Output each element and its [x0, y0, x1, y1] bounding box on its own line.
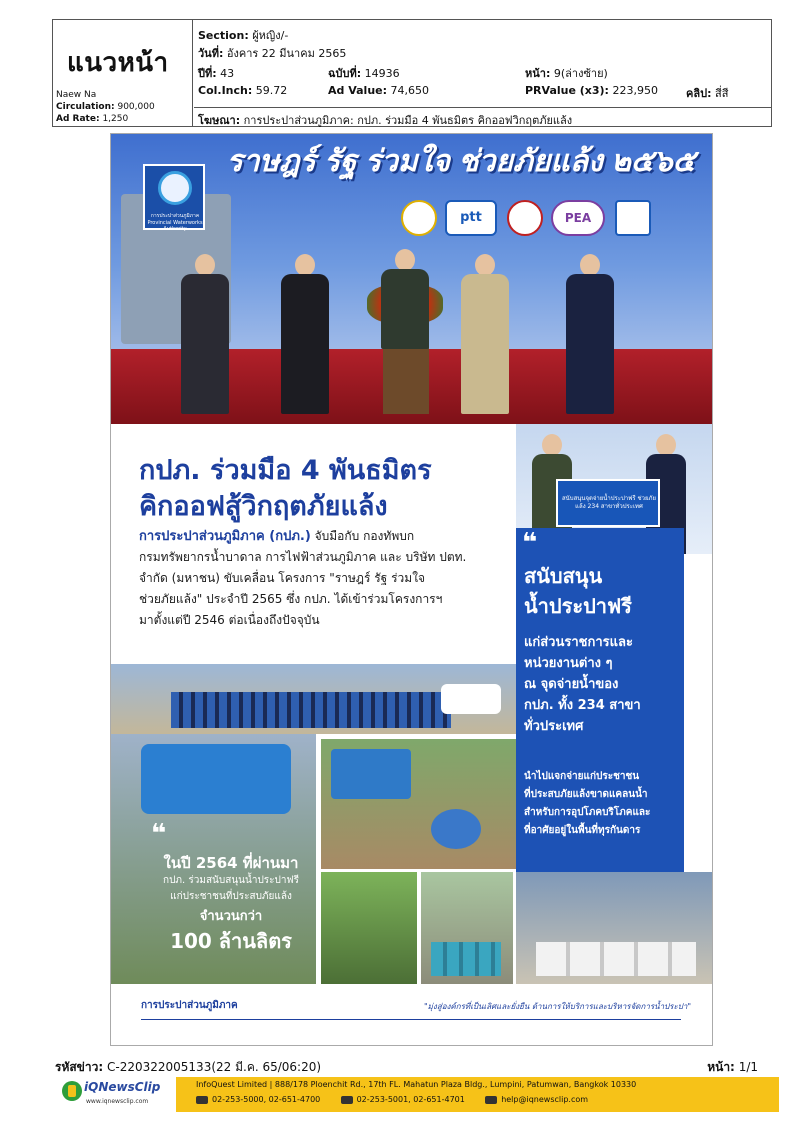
stat-line-2: กปภ. ร่วมสนับสนุนน้ำประปาฟรี	[163, 875, 299, 886]
brand-name: iQNewsClip	[84, 1080, 161, 1094]
brand-url[interactable]: www.iqnewsclip.com	[86, 1098, 149, 1105]
stat-line-1: ในปี 2564 ที่ผ่านมา	[163, 854, 299, 872]
col-inch-field: Col.Inch: 59.72	[198, 84, 288, 97]
official-figure-speaker	[381, 249, 429, 409]
official-figure	[461, 254, 509, 414]
ad-footer-rule	[141, 1019, 681, 1020]
advertisement-clipping	[110, 133, 713, 1046]
filling-water-photo	[321, 872, 417, 984]
phone-icon	[196, 1096, 208, 1104]
contact-bar	[176, 1077, 779, 1112]
publication-name-en: Naew Na	[56, 90, 97, 100]
company-address: InfoQuest Limited | 888/178 Ploenchit Rd., 17th FL. Mahatun Plaza Bldg., Lumpini, Patumwan, Bangkok 10330	[196, 1080, 637, 1089]
stat-line-5: 100 ล้านลิตร	[170, 929, 292, 953]
pea-logo-icon: PEA	[551, 200, 605, 236]
ad-value-field: Ad Value: 74,650	[328, 84, 430, 97]
banner-title: ราษฎร์ รัฐ ร่วมใจ ช่วยภัยแล้ง ๒๕๖๕	[226, 145, 696, 178]
support-heading-2: น้ำประปาฟรี	[524, 594, 632, 618]
iqnewsclip-logo-icon	[62, 1081, 82, 1101]
official-figure	[281, 254, 329, 414]
support-heading-1: สนับสนุน	[524, 564, 603, 588]
donation-board-text: สนับสนุนจุดจ่ายน้ำประปาฟรี ช่วยภัยแล้ง 234 สาขาทั่วประเทศ	[562, 495, 656, 510]
quote-icon: ❝	[522, 528, 538, 558]
email-icon	[485, 1096, 497, 1104]
green-water-jugs	[431, 942, 501, 976]
donation-board	[556, 479, 660, 527]
support-note: นำไปแจกจ่ายแก่ประชาชน ที่ประสบภัยแล้งขาดแคลนน้ำ สำหรับการอุปโภคบริโภคและ ที่อาศัยอยู่ในพื้นที่ทุรกันดาร	[524, 771, 651, 836]
ad-rate: Ad Rate: 1,250	[56, 114, 129, 124]
contact-details	[196, 1095, 588, 1104]
pr-value-field: PRValue (x3): 223,950	[525, 84, 658, 97]
section-field: Section: ผู้หญิง/-	[198, 29, 289, 42]
white-water-tanks	[536, 942, 696, 976]
army-logo-icon	[401, 200, 437, 236]
stat-line-4: จำนวนกว่า	[199, 909, 263, 924]
staff-lineup	[171, 692, 451, 728]
publication-title: แนวหน้า	[67, 48, 169, 78]
clip-field: คลิป: สี่สี	[686, 87, 729, 100]
official-figure	[181, 254, 229, 414]
water-tanks-photo	[516, 872, 713, 984]
issue-field: ฉบับที่: 14936	[328, 67, 400, 80]
metadata-panel	[194, 20, 771, 126]
org-logo-caption: การประปาส่วนภูมิภาค Provincial Waterworks Authority	[147, 213, 203, 232]
ad-footer-slogan: "มุ่งสู่องค์กรที่เป็นเลิศและยั่งยืน ด้านการให้บริการและบริหารจัดการน้ำประปา"	[423, 1002, 691, 1011]
news-code: รหัสข่าว: C-220322005133(22 มี.ค. 65/06:20)	[55, 1060, 322, 1074]
truck-fleet-photo	[111, 664, 516, 734]
circulation: Circulation: 900,000	[56, 102, 155, 112]
ad-footer	[111, 984, 713, 1024]
phone-number: 02-253-5000, 02-651-4700	[212, 1095, 321, 1104]
date-field: วันที่: อังคาร 22 มีนาคม 2565	[198, 47, 347, 60]
lead-paragraph: การประปาส่วนภูมิภาค (กปภ.) จับมือกับ กองทัพบก กรมทรัพยากรน้ำบาดาล การไฟฟ้าส่วนภูมิภาค และ บริษัท ปตท. จำกัด (มหาชน) ขับเคลื่อน โครงการ "ราษฎร์ รัฐ ร่วมใจ ช่วยภัยแล้ง" ประจำปี 2565 ซึ่ง กปภ. ได้เข้าร่วมโครงการฯ มาตั้งแต่ปี 2546 ต่อเนื่องถึงปัจจุบัน	[139, 529, 467, 627]
headline-line-2: คิกออฟสู้วิกฤตภัยแล้ง	[139, 491, 388, 522]
fax-number: 02-253-5001, 02-651-4701	[356, 1095, 465, 1104]
blue-water-truck	[141, 744, 291, 814]
water-containers-photo	[421, 872, 513, 984]
official-figure	[566, 254, 614, 414]
page-number: หน้า: 1/1	[707, 1060, 758, 1074]
tanker-truck	[331, 749, 411, 799]
email-address[interactable]: help@iqnewsclip.com	[501, 1095, 589, 1104]
clipping-header	[52, 19, 772, 127]
publication-panel	[53, 20, 193, 126]
support-body: แก่ส่วนราชการและ หน่วยงานต่าง ๆ ณ จุดจ่ายน้ำของ กปภ. ทั้ง 234 สาขา ทั่วประเทศ	[524, 635, 641, 734]
groundwater-logo-icon	[507, 200, 543, 236]
fax-icon	[341, 1096, 353, 1104]
page-field: หน้า: 9(ล่างซ้าย)	[525, 67, 608, 80]
pwa-small-logo-icon	[615, 200, 651, 236]
stat-line-3: แก่ประชาชนที่ประสบภัยแล้ง	[170, 891, 292, 902]
ad-footer-org: การประปาส่วนภูมิภาค	[141, 1000, 238, 1011]
partner-logos	[401, 200, 661, 236]
annual-stat-box	[141, 819, 321, 979]
ptt-logo-icon: ptt	[445, 200, 497, 236]
white-pickup-truck	[441, 684, 501, 714]
year-field: ปีที่: 43	[198, 67, 235, 80]
topic-field: โฆษณา: การประปาส่วนภูมิภาค: กปภ. ร่วมมือ 4 พันธมิตร คิกออฟวิกฤตภัยแล้ง	[198, 114, 573, 127]
headline-block	[111, 424, 516, 664]
pwa-logo-icon	[143, 164, 205, 230]
headline-line-1: กปภ. ร่วมมือ 4 พันธมิตร	[139, 455, 432, 486]
iqnewsclip-brand[interactable]	[60, 1078, 180, 1112]
event-banner-photo	[111, 134, 713, 424]
header-divider	[194, 107, 771, 108]
support-info-box	[516, 528, 684, 873]
quote-icon: ❝	[151, 819, 167, 849]
water-distribution-photo	[321, 739, 516, 869]
water-tank	[431, 809, 481, 849]
